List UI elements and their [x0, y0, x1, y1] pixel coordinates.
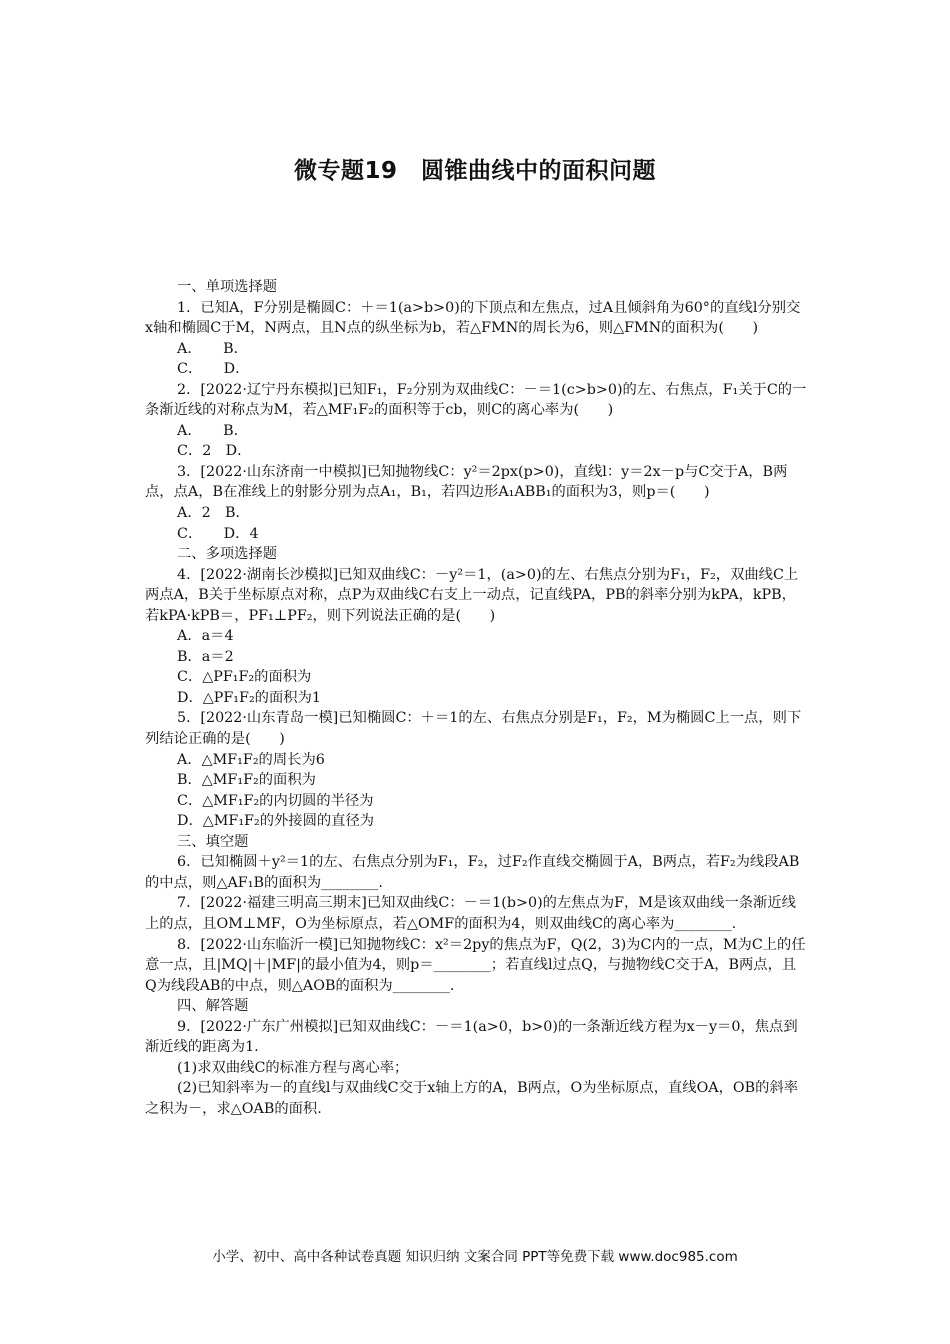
problem-1-options-cd: C． D． [177, 361, 250, 378]
problem-4-option-a: A．a＝4 [177, 628, 234, 645]
problem-5-option-c: C．△MF₁F₂的内切圆的半径为 [177, 792, 374, 809]
problem-9-part-2: (2)已知斜率为－的直线l与双曲线C交于x轴上方的A，B两点，O为坐标原点，直线OA，OB的斜率之积为－，求△OAB的面积. [145, 1080, 799, 1117]
problem-2-options-ab: A． B． [177, 422, 248, 439]
problem-4: 4．[2022·湖南长沙模拟]已知双曲线C：－y²＝1，(a>0)的左、右焦点分别为F₁，F₂，双曲线C上两点A，B关于坐标原点对称，点P为双曲线C右支上一动点，记直线PA，PB的斜率分别为kPA，kPB，若kPA·kPB＝，PF₁⊥PF₂，则下列说法正确的是( ) [145, 566, 799, 624]
problem-2: 2．[2022·辽宁丹东模拟]已知F₁，F₂分别为双曲线C：－＝1(c>b>0)的左、右焦点，F₁关于C的一条渐近线的对称点为M，若△MF₁F₂的面积等于cb，则C的离心率为( ) [145, 381, 807, 419]
problem-7: 7．[2022·福建三明高三期末]已知双曲线C：－＝1(b>0)的左焦点为F，M是该双曲线一条渐近线上的点，且OM⊥MF，O为坐标原点，若△OMF的面积为4，则双曲线C的离心率为________. [145, 895, 796, 932]
problem-5-option-b: B．△MF₁F₂的面积为 [177, 772, 316, 789]
problem-5: 5．[2022·山东青岛一模]已知椭圆C：＋＝1的左、右焦点分别是F₁，F₂，M为椭圆C上一点，则下列结论正确的是( ) [145, 710, 802, 748]
problem-1-options-ab: A． B． [177, 340, 248, 357]
problem-4-option-d: D．△PF₁F₂的面积为1 [177, 689, 321, 706]
problem-1: 1．已知A，F分别是椭圆C：＋＝1(a>b>0)的下顶点和左焦点，过A且倾斜角为60°的直线l分别交x轴和椭圆C于M，N两点，且N点的纵坐标为b，若△FMN的周长为6，则△FMN的面积为( ) [145, 299, 801, 337]
section-heading: 四、解答题 [177, 998, 249, 1015]
problem-4-option-b: B．a＝2 [177, 648, 234, 665]
problem-9-part-1: (1)求双曲线C的标准方程与离心率； [177, 1059, 409, 1076]
problem-9: 9．[2022·广东广州模拟]已知双曲线C：－＝1(a>0，b>0)的一条渐近线方程为x－y＝0，焦点到渐近线的距离为1. [145, 1018, 798, 1056]
problem-2-options-cd: C．2 D． [177, 443, 252, 460]
problem-6: 6．已知椭圆＋y²＝1的左、右焦点分别为F₁，F₂，过F₂作直线交椭圆于A，B两点，若F₂为线段AB的中点，则△AF₁B的面积为________. [145, 854, 800, 891]
section-heading: 一、单项选择题 [177, 279, 278, 295]
problem-5-option-a: A．△MF₁F₂的周长为6 [177, 751, 325, 768]
problem-5-option-d: D．△MF₁F₂的外接圆的直径为 [177, 813, 375, 830]
section-heading: 三、填空题 [177, 833, 249, 850]
problem-3-options-ab: A．2 B． [177, 505, 250, 522]
problem-3-options-cd: C． D．4 [177, 525, 259, 542]
problem-4-option-c: C．△PF₁F₂的面积为 [177, 669, 312, 686]
footer-text: 小学、初中、高中各种试卷真题 知识归纳 文案合同 PPT等免费下载 www.doc985.com [212, 1249, 738, 1265]
problem-8: 8．[2022·山东临沂一模]已知抛物线C：x²＝2py的焦点为F，Q(2，3)为C内的一点，M为C上的任意一点，且|MQ|＋|MF|的最小值为4，则p＝________；若直线l过点Q，与抛物线C交于A，B两点，且Q为线段AB的中点，则△AOB的面积为________. [145, 936, 806, 994]
page-title: 微专题19 圆锥曲线中的面积问题 [293, 158, 656, 184]
problem-3: 3．[2022·山东济南一中模拟]已知抛物线C：y²＝2px(p>0)，直线l：y＝2x－p与C交于A，B两点，点A，B在准线上的射影分别为点A₁，B₁，若四边形A₁ABB₁的面积为3，则p＝( ) [145, 463, 788, 501]
section-heading: 二、多项选择题 [177, 546, 278, 563]
problem-content [145, 277, 807, 1119]
